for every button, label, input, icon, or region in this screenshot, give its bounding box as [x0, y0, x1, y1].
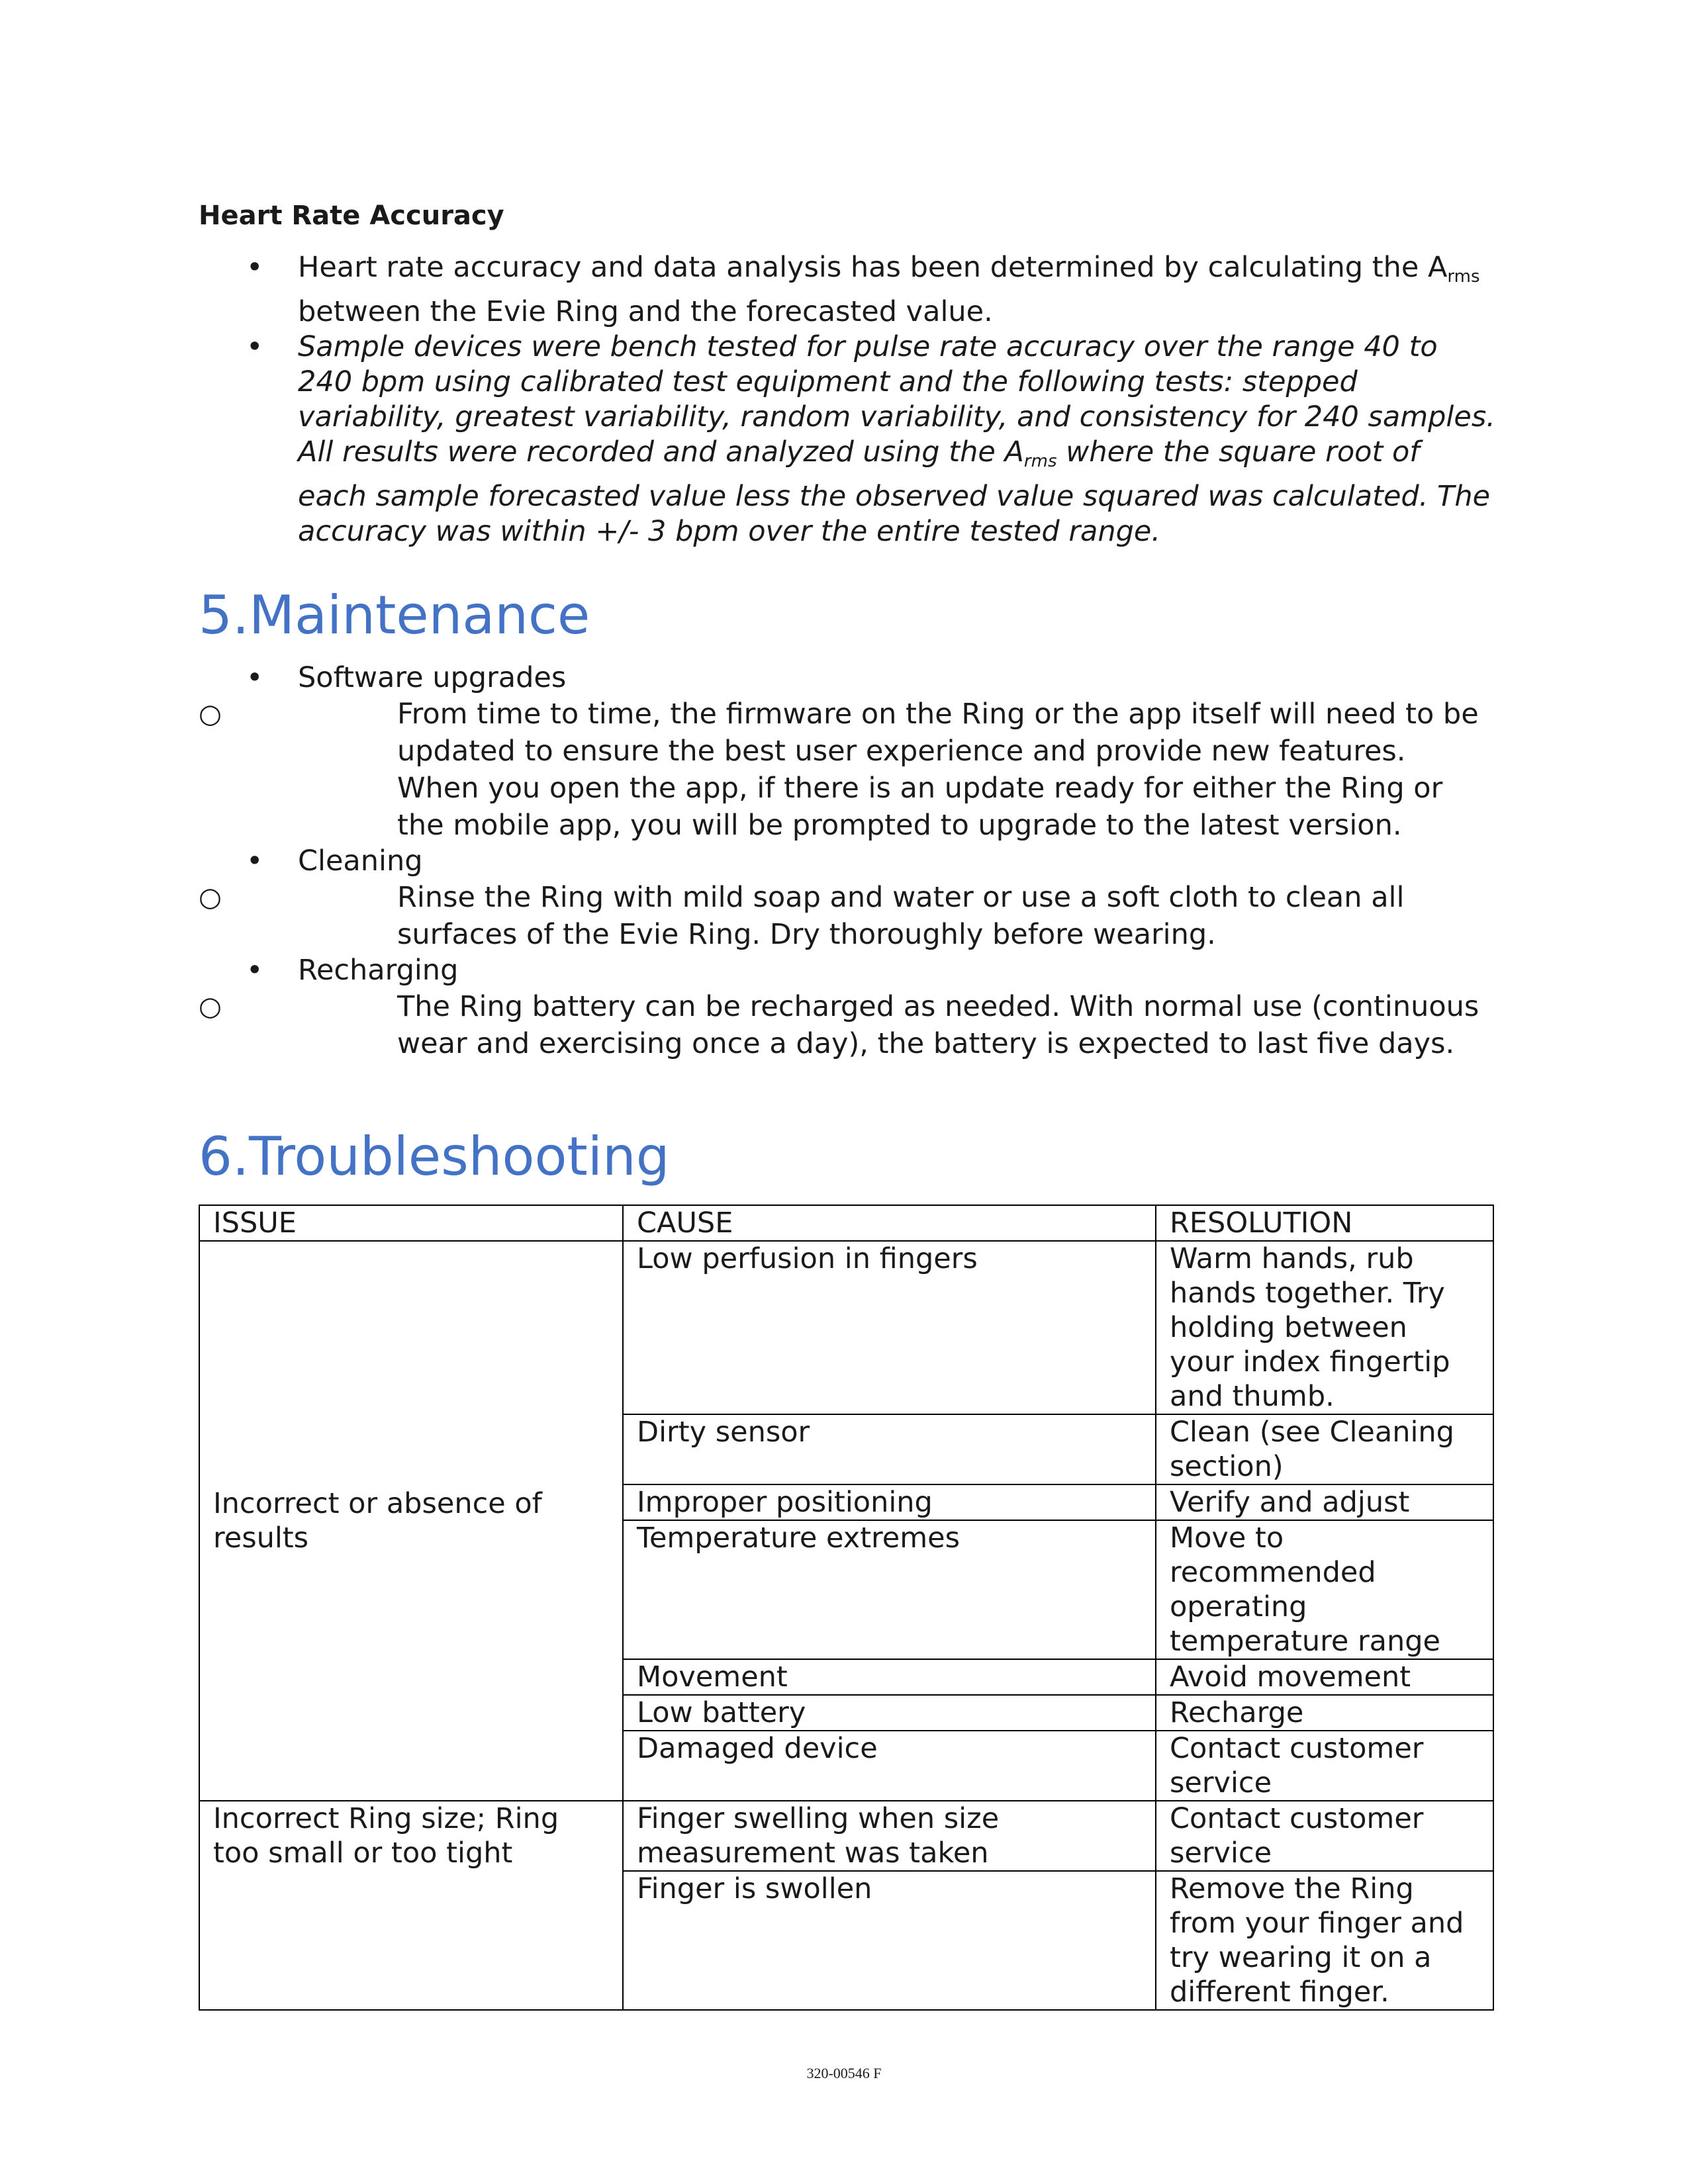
bullet-icon: •: [246, 330, 263, 363]
maintenance-heading: [199, 584, 590, 647]
sub-list: [199, 988, 1496, 1062]
maintenance-item-label: Cleaning: [298, 844, 423, 878]
section-title: Troubleshooting: [249, 1126, 670, 1187]
list-item: [199, 844, 1496, 953]
resolution-cell: Verify and adjust: [1156, 1484, 1493, 1520]
resolution-column-header: RESOLUTION: [1156, 1205, 1493, 1241]
sub-list: [199, 696, 1496, 844]
list-item: [199, 250, 1496, 330]
issue-cell: Incorrect Ring size; Ring too small or too tight: [199, 1801, 623, 2010]
circle-bullet-icon: ○: [199, 991, 222, 1022]
list-item: [199, 988, 1496, 1062]
resolution-cell: Avoid movement: [1156, 1659, 1493, 1695]
list-item: [199, 879, 1496, 953]
list-item: [199, 953, 1496, 1062]
cause-cell: Movement: [623, 1659, 1156, 1695]
troubleshooting-heading: [199, 1125, 669, 1189]
bullet-icon: •: [246, 844, 263, 878]
cause-cell: Finger is swollen: [623, 1871, 1156, 2010]
resolution-cell: Move to recommended operating temperature range: [1156, 1520, 1493, 1659]
resolution-cell: Clean (see Cleaning section): [1156, 1414, 1493, 1484]
hr-bullet1-text: Heart rate accuracy and data analysis has been determined by calculating the $A_{rms}$ between the Evie Ring and the forecasted value.: [298, 251, 1480, 328]
list-item: [199, 660, 1496, 844]
maintenance-item-detail: The Ring battery can be recharged as needed. With normal use (continuous wear and exercising once a day), the battery is expected to last five days.: [397, 990, 1479, 1060]
document-number-footer: 320-00546 F: [806, 2065, 882, 2081]
table-row: [199, 1801, 1493, 1871]
maintenance-list: [199, 660, 1496, 1062]
maintenance-item-label: Software upgrades: [298, 661, 567, 694]
hr-bullet2-text: Sample devices were bench tested for pulse rate accuracy over the range 40 to 240 bpm using calibrated test equipment and the following tests: stepped variability, greatest variability, random variability, and consistency for 240 samples. All results were recorded and analyzed using the $A_{rms}$ where the square root of each sample forecasted value less the observed value squared was calculated. The accuracy was within +/- 3 bpm over the entire tested range.: [298, 330, 1495, 548]
cause-cell: Dirty sensor: [623, 1414, 1156, 1484]
issue-column-header: ISSUE: [199, 1205, 623, 1241]
resolution-cell: Warm hands, rub hands together. Try holding between your index fingertip and thumb.: [1156, 1241, 1493, 1414]
bullet-icon: •: [246, 661, 263, 694]
cause-column-header: CAUSE: [623, 1205, 1156, 1241]
resolution-cell: Contact customer service: [1156, 1801, 1493, 1871]
table-row: [199, 1241, 1493, 1414]
circle-bullet-icon: ○: [199, 882, 222, 913]
sub-list: [199, 879, 1496, 953]
cause-cell: Finger swelling when size measurement was taken: [623, 1801, 1156, 1871]
resolution-cell: Recharge: [1156, 1695, 1493, 1731]
heart-rate-accuracy-heading: Heart Rate Accuracy: [199, 201, 504, 231]
troubleshooting-table: [199, 1205, 1494, 2011]
list-item: [199, 696, 1496, 844]
maintenance-item-detail: From time to time, the firmware on the Ring or the app itself will need to be updated to ensure the best user experience and provide new features. When you open the app, if there is an update ready for either the Ring or the mobile app, you will be prompted to upgrade to the latest version.: [397, 698, 1479, 842]
cause-cell: Low battery: [623, 1695, 1156, 1731]
cause-cell: Low perfusion in fingers: [623, 1241, 1156, 1414]
table-header-row: [199, 1205, 1493, 1241]
list-item: [199, 330, 1496, 549]
section-number: 5.: [199, 584, 250, 646]
bullet-icon: •: [246, 954, 263, 987]
cause-cell: Damaged device: [623, 1731, 1156, 1801]
cause-cell: Improper positioning: [623, 1484, 1156, 1520]
resolution-cell: Contact customer service: [1156, 1731, 1493, 1801]
resolution-cell: Remove the Ring from your finger and try wearing it on a different finger.: [1156, 1871, 1493, 2010]
maintenance-item-detail: Rinse the Ring with mild soap and water or use a soft cloth to clean all surfaces of the Evie Ring. Dry thoroughly before wearing.: [397, 881, 1405, 951]
section-number: 6.: [199, 1126, 250, 1187]
maintenance-item-label: Recharging: [298, 954, 459, 987]
circle-bullet-icon: ○: [199, 699, 222, 729]
bullet-icon: •: [246, 251, 263, 284]
section-title: Maintenance: [249, 584, 590, 646]
cause-cell: Temperature extremes: [623, 1520, 1156, 1659]
issue-cell: Incorrect or absence of results: [199, 1241, 623, 1801]
heart-rate-bullet-list: [199, 250, 1496, 549]
